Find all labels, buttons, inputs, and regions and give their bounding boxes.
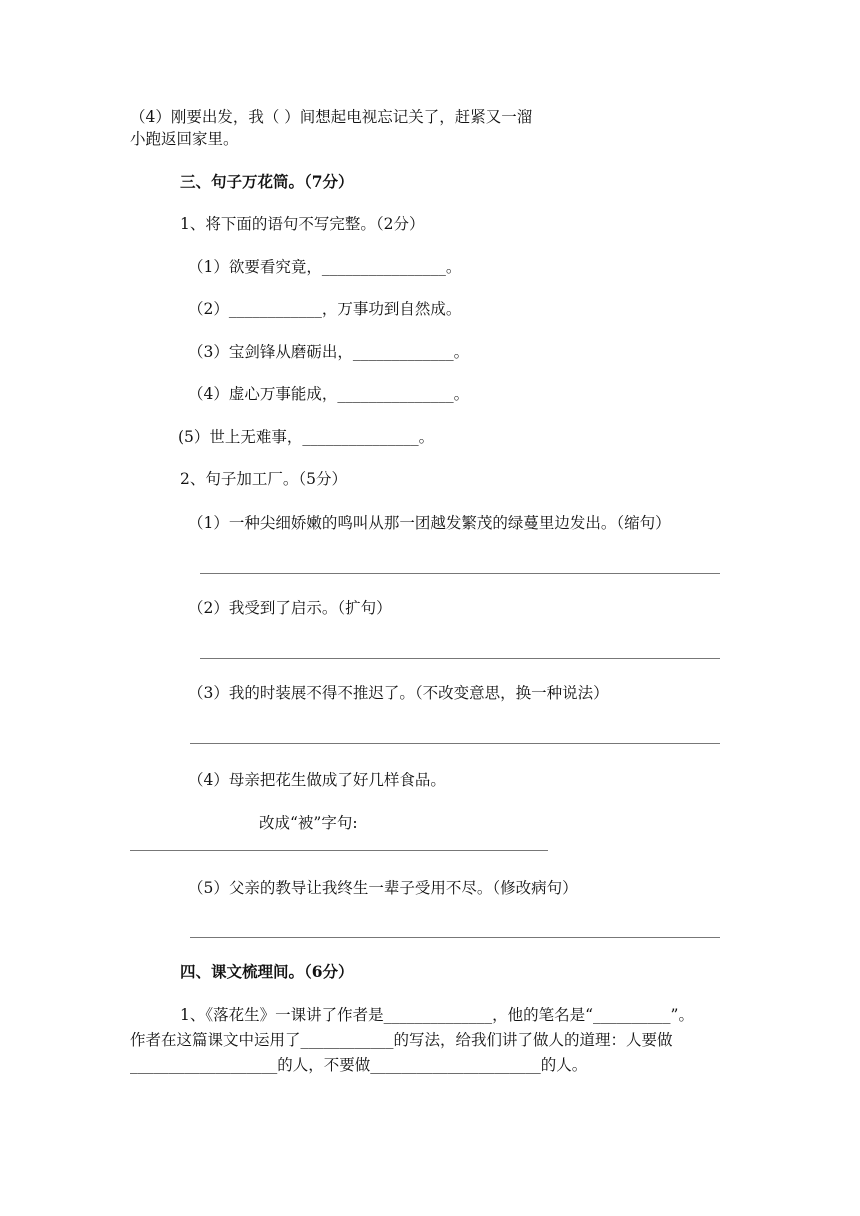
s4-paragraph-line-3: ___________________的人，不要做______________________的人。 bbox=[130, 1056, 588, 1074]
q2-item-5: （5）父亲的教导让我终生一辈子受用不尽。（修改病句） bbox=[188, 879, 578, 897]
q1-item-3: （3）宝剑锋从磨砺出，_____________。 bbox=[188, 343, 470, 361]
q2-item-2: （2）我受到了启示。（扩句） bbox=[188, 599, 392, 617]
answer-line-4 bbox=[130, 850, 548, 851]
answer-line-2 bbox=[200, 658, 720, 659]
q1-item-1: （1）欲要看究竟，________________。 bbox=[188, 258, 462, 276]
s4-paragraph-line-2: 作者在这篇课文中运用了____________的写法，给我们讲了做人的道理：人要做 bbox=[130, 1031, 673, 1049]
q1-item-2: （2）____________，万事功到自然成。 bbox=[188, 300, 462, 318]
q2-title: 2、句子加工厂。（5分） bbox=[180, 470, 347, 488]
q1-item-5: (5）世上无难事，_______________。 bbox=[178, 428, 435, 446]
section-4-title: 四、课文梳理间。（6分） bbox=[180, 962, 354, 981]
q1-title: 1、将下面的语句不写完整。（2分） bbox=[180, 215, 425, 233]
intro-line-2: 小跑返回家里。 bbox=[130, 130, 239, 148]
q2-item-3: （3）我的时装展不得不推迟了。（不改变意思，换一种说法） bbox=[188, 684, 609, 702]
q2-item-4: （4）母亲把花生做成了好几样食品。 bbox=[188, 771, 446, 789]
q2-item-4-instruction: 改成“被”字句: bbox=[259, 814, 358, 832]
answer-line-5 bbox=[190, 937, 720, 938]
answer-line-1 bbox=[200, 573, 720, 574]
section-3-title: 三、句子万花筒。（7分） bbox=[180, 172, 354, 191]
q2-item-1: （1）一种尖细娇嫩的鸣叫从那一团越发繁茂的绿蔓里边发出。（缩句） bbox=[188, 514, 671, 532]
q1-item-4: （4）虚心万事能成，_______________。 bbox=[188, 385, 470, 403]
answer-line-3 bbox=[190, 743, 720, 744]
intro-line-1: （4）刚要出发，我（ ）间想起电视忘记关了，赶紧又一溜 bbox=[130, 108, 533, 126]
s4-paragraph-line-1: 1、《落花生》一课讲了作者是______________，他的笔名是“__________”。 bbox=[180, 1006, 694, 1024]
